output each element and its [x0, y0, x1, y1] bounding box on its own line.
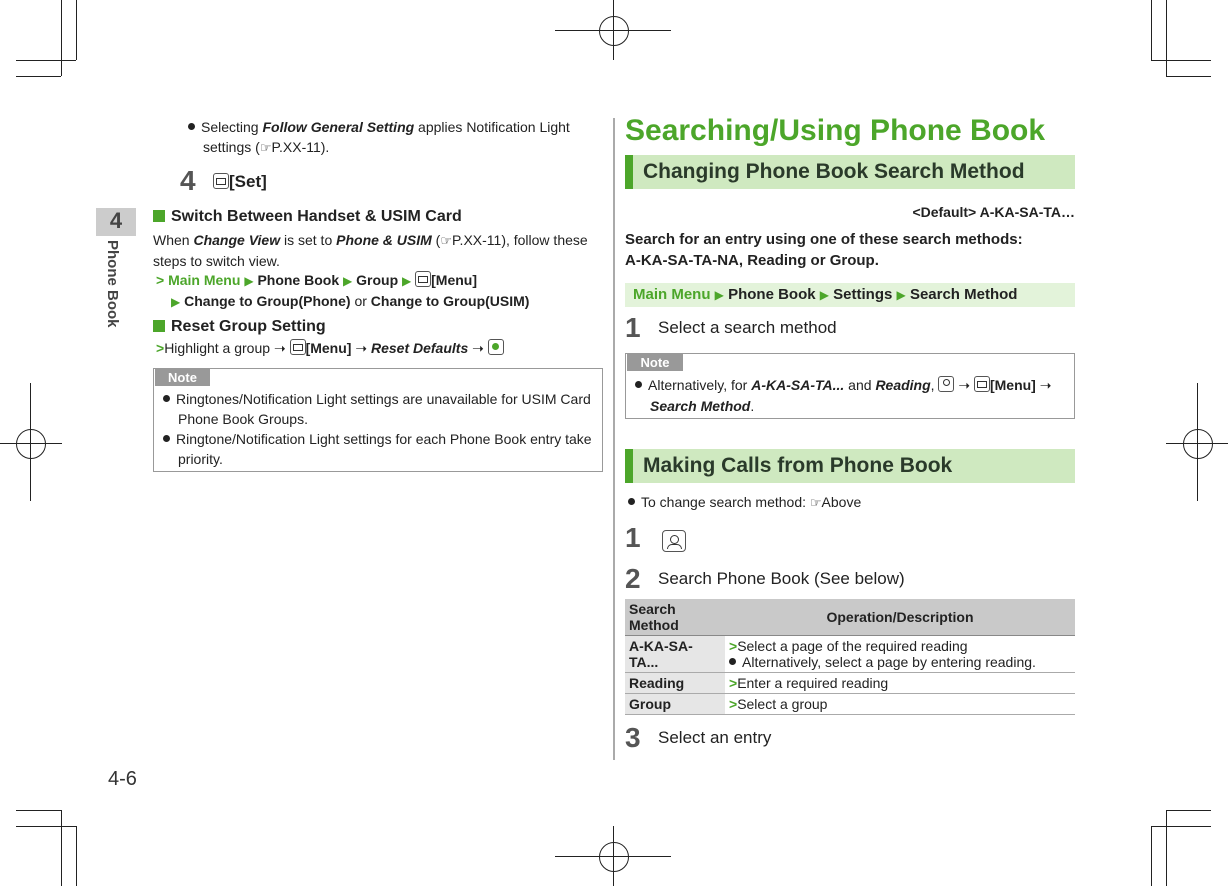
table-row: Group >Select a group: [625, 694, 1075, 715]
crop-mark: [1151, 826, 1211, 827]
chapter-label: Phone Book: [104, 240, 121, 328]
registration-mark: [16, 429, 46, 459]
table-header: Operation/Description: [725, 599, 1075, 636]
step-number: 2: [625, 563, 641, 594]
bullet-change-method: To change search method: ☞Above: [628, 494, 861, 511]
crop-mark: [76, 0, 77, 60]
crop-mark: [1166, 810, 1211, 811]
note-text: Alternatively, for A-KA-SA-TA... and Reading, ➝ [Menu] ➝ Search Method.: [635, 375, 1075, 417]
crop-mark: [61, 0, 62, 76]
crop-mark: [16, 60, 76, 61]
operation-path: >Highlight a group ➝ [Menu] ➝ Reset Defaults ➝: [156, 338, 504, 358]
section-bar: Changing Phone Book Search Method: [625, 155, 1075, 189]
crop-mark: [1166, 76, 1211, 77]
operation-path: > Main Menu ▶ Phone Book ▶ Group ▶ [Menu] ▶ Change to Group(Phone) or Change to Group(USIM): [156, 272, 530, 309]
section-bar: Making Calls from Phone Book: [625, 449, 1075, 483]
page-title: Searching/Using Phone Book: [625, 114, 1046, 147]
section-body: When Change View is set to Phone & USIM (☞P.XX-11), follow these steps to switch view.: [153, 232, 588, 269]
step-text: Search Phone Book (See below): [658, 569, 905, 588]
registration-mark: [599, 842, 629, 872]
step-number: 1: [625, 522, 641, 553]
section-title: Reset Group Setting: [153, 318, 326, 336]
crop-mark: [16, 826, 76, 827]
intro-text: Search for an entry using one of these search methods: A-KA-SA-TA-NA, Reading or Group.: [625, 231, 1023, 269]
mail-key-icon: [290, 339, 306, 355]
crop-mark: [1151, 0, 1152, 60]
step-number: 1: [625, 312, 641, 343]
column-divider: [613, 118, 615, 760]
center-key-icon: [488, 339, 504, 355]
crop-mark: [16, 810, 61, 811]
note-label: Note: [627, 354, 683, 371]
crop-mark: [1151, 60, 1211, 61]
table-header: Search Method: [625, 599, 725, 636]
person-icon: [670, 535, 679, 544]
bullet-follow-general: Selecting Follow General Setting applies Notification Light settings (☞P.XX-11).: [188, 117, 608, 158]
default-setting: <Default> A-KA-SA-TA…: [912, 204, 1075, 220]
search-method-table: [625, 599, 1075, 715]
crop-mark: [16, 76, 61, 77]
note-label: Note: [155, 369, 210, 386]
step-number: 4: [180, 165, 196, 196]
crop-mark: [1166, 0, 1167, 76]
mail-key-icon: [213, 173, 229, 189]
section-title: Switch Between Handset & USIM Card: [153, 208, 462, 226]
step-set: [Set]: [213, 172, 267, 192]
mail-key-icon: [415, 271, 431, 287]
table-row: A-KA-SA-TA... >Select a page of the required reading Alternatively, select a page by entering reading.: [625, 636, 1075, 673]
phonebook-key: [662, 530, 686, 552]
phonebook-key-icon: [938, 376, 954, 392]
menu-path: Main Menu ▶ Phone Book ▶ Settings ▶ Search Method: [625, 283, 1075, 307]
mail-key-icon: [974, 376, 990, 392]
crop-mark: [61, 810, 62, 886]
note-text: Ringtones/Notification Light settings are unavailable for USIM Card Phone Book Groups. Ringtone/Notification Light settings for each Phone Book entry take priority.: [163, 389, 593, 469]
reference-icon: ☞: [259, 140, 272, 155]
crop-mark: [76, 826, 77, 886]
step-text: Select an entry: [658, 728, 772, 747]
registration-mark: [1183, 429, 1213, 459]
crop-mark: [1166, 810, 1167, 886]
registration-mark: [599, 16, 629, 46]
crop-mark: [1151, 826, 1152, 886]
step-number: 3: [625, 722, 641, 753]
page-number: 4-6: [108, 768, 137, 790]
chapter-number: 4: [109, 208, 123, 233]
table-row: Reading >Enter a required reading: [625, 673, 1075, 694]
step-text: Select a search method: [658, 318, 837, 337]
